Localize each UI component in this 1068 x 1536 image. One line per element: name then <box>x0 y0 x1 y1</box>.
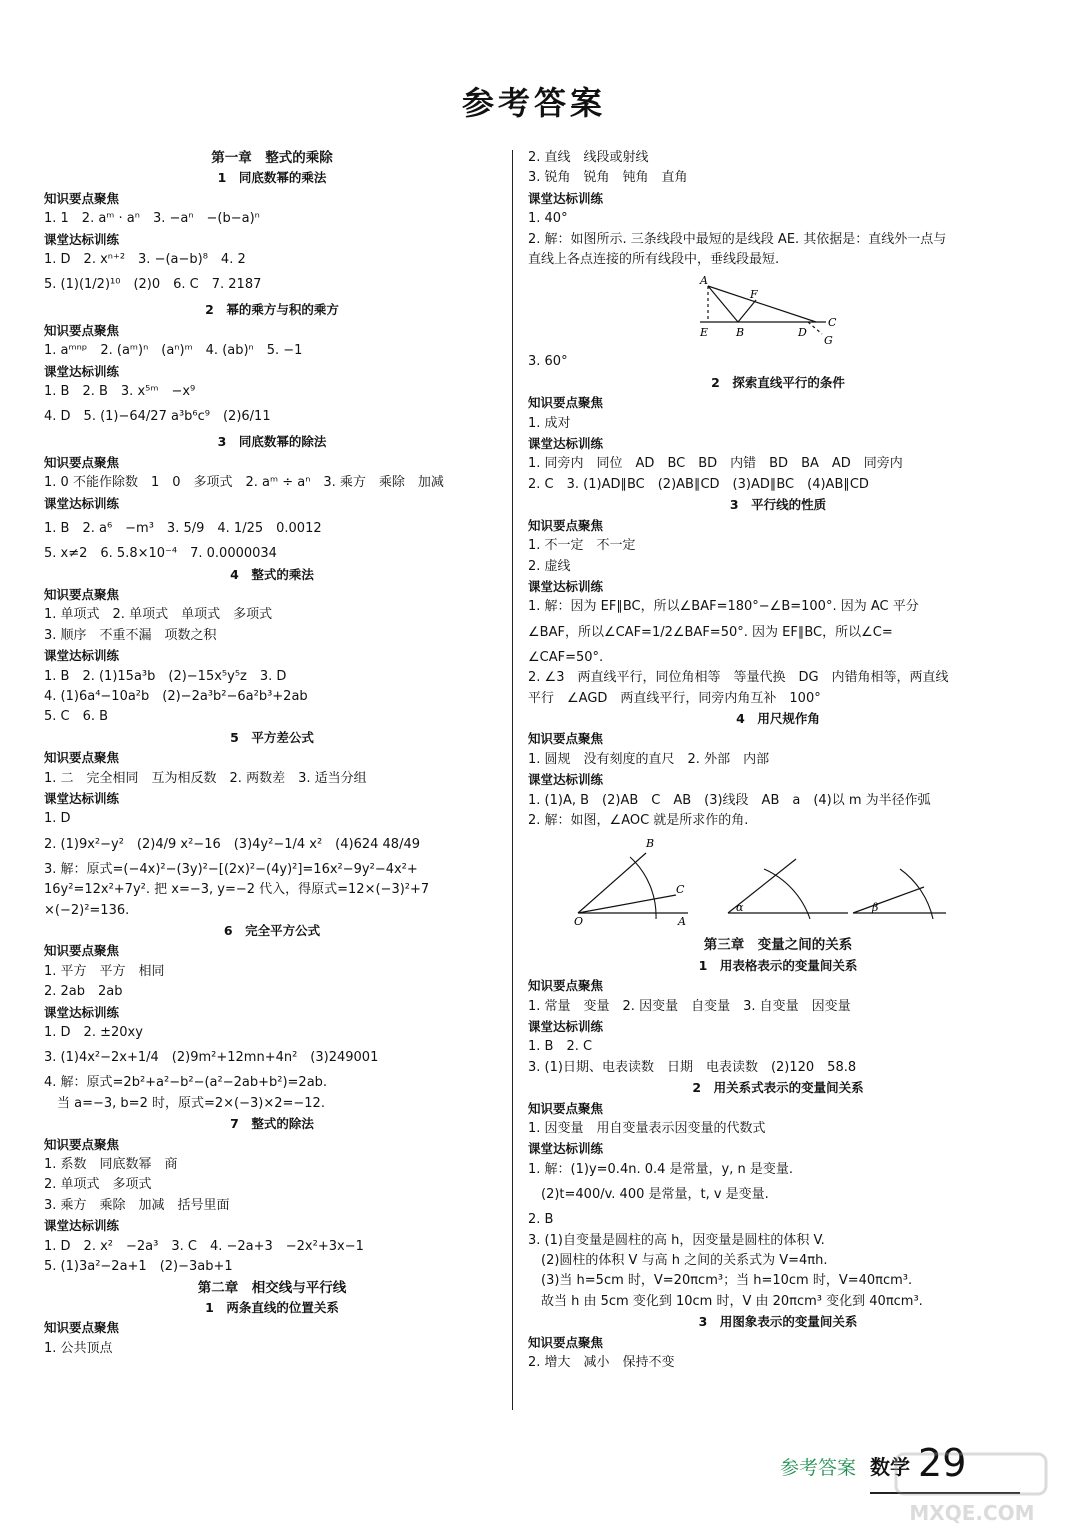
answer-line: ∠CAF=50°. <box>528 649 604 665</box>
answer-line: 1. B 2. B 3. x⁵ᵐ −x⁹ <box>44 384 196 400</box>
answer-line: 2. 直线 线段或射线 <box>528 150 649 165</box>
answer-line: 3. 顺序 不重不漏 项数之积 <box>44 627 217 643</box>
right-column <box>528 148 1028 1374</box>
answer-line: ×(−2)²=136. <box>44 902 130 918</box>
figure1-line-3 <box>708 286 816 322</box>
answer-line: 1. (1)A, B (2)AB C AB (3)线段 AB a (4)以 m 为半径作弧 <box>528 792 931 808</box>
fig2-beta-ray <box>853 887 924 913</box>
answer-line: 2. 2ab 2ab <box>44 984 123 1000</box>
figure1-label: E <box>700 326 709 340</box>
answer-line: 1. 0 不能作除数 1 0 多项式 2. aᵐ ÷ aⁿ 3. 乘方 乘除 加减 <box>44 475 444 491</box>
section-heading: 2 幂的乘方与积的乘方 <box>205 302 339 318</box>
answer-line: 1. 1 2. aᵐ · aⁿ 3. −aⁿ −(b−a)ⁿ <box>44 211 260 227</box>
answer-line: 2. 增大 减小 保持不变 <box>528 1355 675 1371</box>
section-heading: 7 整式的除法 <box>230 1116 314 1132</box>
figure1-label: A <box>700 274 708 288</box>
page-title: 参考答案 <box>461 84 606 122</box>
figure2-label: C <box>676 883 685 897</box>
answer-line: 2. (1)9x²−y² (2)4/9 x²−16 (3)4y²−1/4 x² (4)624 48/49 <box>44 836 420 852</box>
answer-line: 16y²=12x²+7y². 把 x=−3, y=−2 代入，得原式=12×(−3)²+7 <box>44 882 430 898</box>
angle-construction-figure <box>528 833 1028 933</box>
answer-line: ∠BAF，所以∠CAF=1/2∠BAF=50°. 因为 EF∥BC，所以∠C= <box>528 624 893 640</box>
answer-line: 1. 二 完全相同 互为相反数 2. 两数差 3. 适当分组 <box>44 770 367 786</box>
answer-line: (2)t=400/v. 400 是常量，t, v 是变量. <box>528 1187 769 1203</box>
section-heading: 3 同底数幂的除法 <box>217 434 327 450</box>
section-heading: 2 探索直线平行的条件 <box>711 374 845 390</box>
chapter-heading: 第三章 变量之间的关系 <box>703 937 853 954</box>
figure2-label: α <box>736 901 744 915</box>
answer-line: 2. 虚线 <box>528 558 571 574</box>
answer-line: 3. 乘方 乘除 加减 括号里面 <box>44 1197 230 1213</box>
subsection-label: 知识要点聚焦 <box>44 750 120 766</box>
answer-line: 1. 平方 平方 相同 <box>44 963 165 979</box>
watermark-text: MXQE.COM <box>909 1501 1035 1525</box>
chapter-heading: 第一章 整式的乘除 <box>211 150 333 166</box>
subsection-label: 知识要点聚焦 <box>44 586 120 602</box>
answer-line: 4. 解：原式=2b²+a²−b²−(a²−2ab+b²)=2ab. <box>44 1075 328 1091</box>
section-heading: 4 用尺规作角 <box>736 710 820 726</box>
answer-line: 1. D 2. x² −2a³ 3. C 4. −2a+3 −2x²+3x−1 <box>44 1238 364 1254</box>
section-heading: 3 用图象表示的变量间关系 <box>698 1314 858 1330</box>
subsection-label: 知识要点聚焦 <box>528 1334 604 1350</box>
answer-line: 1. 圆规 没有刻度的直尺 2. 外部 内部 <box>528 751 770 767</box>
subsection-label: 知识要点聚焦 <box>528 731 604 747</box>
page-number: 29 <box>918 1441 967 1485</box>
watermark-logo <box>892 1441 1052 1528</box>
figure2-label: O <box>574 915 584 929</box>
figure1-label: C <box>828 316 837 330</box>
figure1-line-5 <box>808 322 822 334</box>
figure1-label: B <box>736 326 745 340</box>
subsection-label: 课堂达标训练 <box>528 1019 604 1034</box>
column-divider <box>512 150 513 1410</box>
answer-line: 1. 常量 变量 2. 因变量 自变量 3. 自变量 因变量 <box>528 998 851 1014</box>
chapter-heading: 第二章 相交线与平行线 <box>197 1279 347 1296</box>
answer-line: 3. 锐角 锐角 钝角 直角 <box>528 170 688 186</box>
fig2-arc-2 <box>764 869 810 919</box>
subsection-label: 知识要点聚焦 <box>528 978 604 994</box>
section-heading: 1 用表格表示的变量间关系 <box>698 957 858 973</box>
answer-line: 2. ∠3 两直线平行，同位角相等 等量代换 DG 内错角相等，两直线 <box>528 670 949 686</box>
answer-line: 1. D 2. ±20xy <box>44 1025 143 1041</box>
figure1-label: D <box>798 326 807 340</box>
answer-line: 1. 解：(1)y=0.4n. 0.4 是常量，y, n 是变量. <box>528 1161 793 1177</box>
subsection-label: 课堂达标训练 <box>44 231 120 247</box>
answer-line: 3. (1)日期、电表读数 日期 电表读数 (2)120 58.8 <box>528 1059 857 1075</box>
answer-line: 2. 解：如图所示. 三条线段中最短的是线段 AE. 其依据是：直线外一点与 <box>528 231 947 247</box>
answer-line: 1. B 2. (1)15a³b (2)−15x⁵y⁵z 3. D <box>44 668 287 684</box>
answer-line: 5. (1)(1/2)¹⁰ (2)0 6. C 7. 2187 <box>44 277 262 293</box>
section-heading: 1 同底数幂的乘法 <box>217 170 327 186</box>
subsection-label: 课堂达标训练 <box>44 648 120 664</box>
answer-line: 1. 成对 <box>528 415 571 431</box>
figure1-label: F <box>750 288 758 302</box>
section-heading: 2 用关系式表示的变量间关系 <box>692 1080 864 1096</box>
subsection-label: 知识要点聚焦 <box>528 395 604 411</box>
answer-line: 2. 单项式 多项式 <box>44 1177 152 1193</box>
answer-line: 直线上各点连接的所有线段中，垂线段最短. <box>528 252 780 268</box>
answer-line: (2)圆柱的体积 V 与高 h 之间的关系式为 V=4πh. <box>528 1253 828 1269</box>
answer-line: 1. 40° <box>528 211 568 227</box>
subsection-label: 课堂达标训练 <box>528 190 604 206</box>
subsection-label: 课堂达标训练 <box>44 790 120 806</box>
answer-line: 3. 60° <box>528 354 568 370</box>
subsection-label: 课堂达标训练 <box>528 772 604 788</box>
section-heading: 3 平行线的性质 <box>729 497 827 513</box>
answer-line: 1. 系数 同底数幂 商 <box>44 1157 178 1173</box>
answer-line: 平行 ∠AGD 两直线平行，同旁内角互补 100° <box>528 690 821 706</box>
subsection-label: 课堂达标训练 <box>528 578 604 594</box>
answer-line: 1. D 2. xⁿ⁺² 3. −(a−b)⁸ 4. 2 <box>44 252 246 268</box>
answer-line: 1. B 2. C <box>528 1039 593 1055</box>
fig2-ray-ob <box>578 853 646 913</box>
figure1-line-4 <box>738 300 756 322</box>
footer-label: 参考答案 <box>780 1457 857 1479</box>
footer-subject: 数学 <box>870 1455 911 1479</box>
subsection-label: 知识要点聚焦 <box>44 1320 120 1336</box>
answer-line: 1. 不一定 不一定 <box>528 538 636 554</box>
answer-line: 1. D <box>44 811 71 827</box>
answer-line: 2. B <box>528 1212 554 1228</box>
subsection-label: 知识要点聚焦 <box>44 943 120 959</box>
section-heading: 1 两条直线的位置关系 <box>205 1299 339 1315</box>
answer-line: 故当 h 由 5cm 变化到 10cm 时，V 由 20πcm³ 变化到 40πcm³. <box>528 1293 923 1309</box>
subsection-label: 课堂达标训练 <box>44 495 120 511</box>
perpendicular-figure <box>528 272 1028 350</box>
section-heading: 4 整式的乘法 <box>230 566 314 582</box>
figure2-label: β <box>872 901 879 915</box>
answer-line: 当 a=−3, b=2 时，原式=2×(−3)×2=−12. <box>44 1095 325 1111</box>
answer-line: 5. C 6. B <box>44 709 109 725</box>
answer-line: 4. (1)6a⁴−10a²b (2)−2a³b²−6a²b³+2ab <box>44 688 308 704</box>
fig2-arc-1 <box>630 857 656 919</box>
answer-line: 1. 同旁内 同位 AD BC BD 内错 BD BA AD 同旁内 <box>528 456 903 472</box>
fig2-ray-oc <box>578 895 676 913</box>
answer-line: 3. 解：原式=(−4x)²−(3y)²−[(2x)²−(4y)²]=16x²−9y²−4x²+ <box>44 861 418 877</box>
figure2-label: A <box>678 915 686 929</box>
answer-line: 3. (1)4x²−2x+1/4 (2)9m²+12mn+4n² (3)249001 <box>44 1050 379 1066</box>
answer-line: 1. 公共顶点 <box>44 1340 113 1356</box>
answer-line: 1. 解：因为 EF∥BC，所以∠BAF=180°−∠B=100°. 因为 AC 平分 <box>528 599 919 615</box>
subsection-label: 知识要点聚焦 <box>528 517 604 533</box>
subsection-label: 课堂达标训练 <box>528 1141 604 1157</box>
answer-line: 1. aᵐⁿᵖ 2. (aᵐ)ⁿ (aⁿ)ᵐ 4. (ab)ⁿ 5. −1 <box>44 343 303 359</box>
subsection-label: 课堂达标训练 <box>528 436 604 452</box>
figure2-label: B <box>646 837 655 851</box>
subsection-label: 知识要点聚焦 <box>44 454 120 470</box>
answer-line: 1. 因变量 用自变量表示因变量的代数式 <box>528 1121 766 1137</box>
answer-line: 1. B 2. a⁶ −m³ 3. 5/9 4. 1/25 0.0012 <box>44 521 322 537</box>
answer-line: 1. 单项式 2. 单项式 单项式 多项式 <box>44 607 273 623</box>
left-column <box>44 148 500 1359</box>
answer-line: (3)当 h=5cm 时，V=20πcm³；当 h=10cm 时，V=40πcm³. <box>528 1273 913 1289</box>
answer-line: 5. (1)3a²−2a+1 (2)−3ab+1 <box>44 1259 233 1275</box>
subsection-label: 知识要点聚焦 <box>528 1100 604 1116</box>
section-heading: 5 平方差公式 <box>230 729 314 745</box>
subsection-label: 知识要点聚焦 <box>44 1136 120 1152</box>
answer-line: 2. 解：如图，∠AOC 就是所求作的角. <box>528 812 749 828</box>
figure1-label: G <box>824 334 833 348</box>
subsection-label: 知识要点聚焦 <box>44 190 120 206</box>
subsection-label: 课堂达标训练 <box>44 363 120 379</box>
subsection-label: 课堂达标训练 <box>44 1218 120 1234</box>
section-heading: 6 完全平方公式 <box>223 923 321 938</box>
answer-line: 4. D 5. (1)−64/27 a³b⁶c⁹ (2)6/11 <box>44 409 271 425</box>
answer-line: 5. x≠2 6. 5.8×10⁻⁴ 7. 0.0000034 <box>44 546 277 562</box>
subsection-label: 课堂达标训练 <box>44 1004 120 1020</box>
answer-line: 3. (1)自变量是圆柱的高 h，因变量是圆柱的体积 V. <box>528 1232 825 1248</box>
answer-line: 2. C 3. (1)AD∥BC (2)AB∥CD (3)AD∥BC (4)AB∥CD <box>528 476 869 492</box>
subsection-label: 知识要点聚焦 <box>44 322 120 338</box>
